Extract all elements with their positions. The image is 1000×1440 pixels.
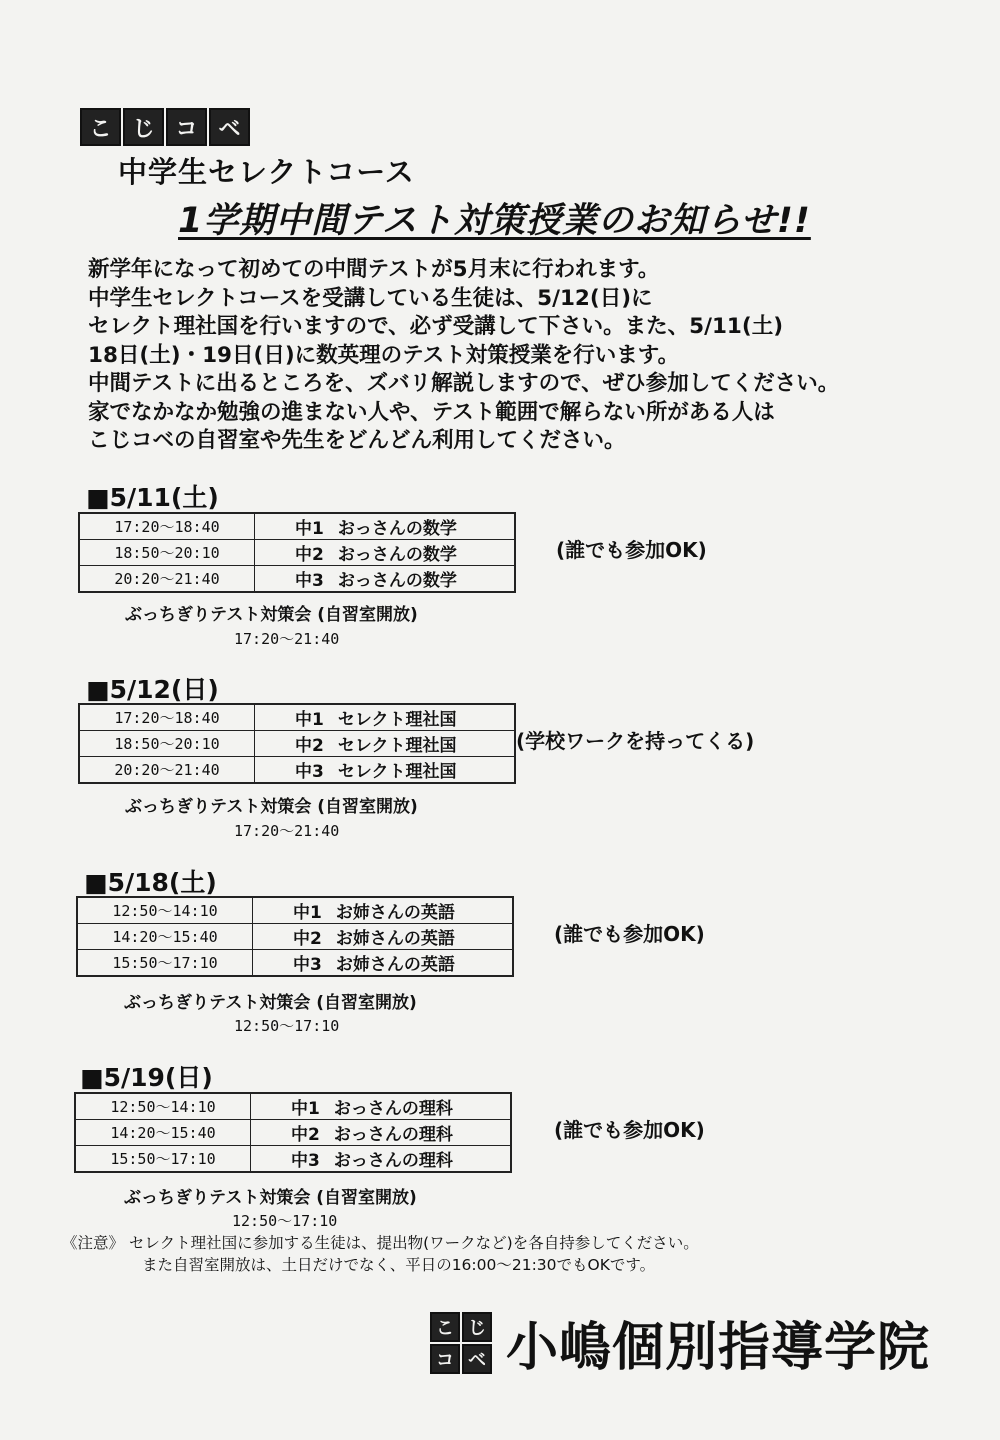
grade: 中2 — [295, 545, 324, 565]
table-row — [79, 757, 515, 784]
class-cell — [251, 1093, 512, 1120]
day-heading: ■5/11(土) — [86, 483, 219, 512]
time-cell: 15:50〜17:10 — [77, 950, 253, 977]
grade: 中3 — [291, 1151, 320, 1171]
class-cell — [251, 1120, 512, 1146]
kojikobe-logo — [430, 1312, 492, 1374]
time-cell: 12:50〜14:10 — [77, 897, 253, 924]
school-name: 小嶋個別指導学院 — [506, 1318, 931, 1378]
day-heading: ■5/19(日) — [80, 1063, 213, 1092]
table-row — [75, 1120, 511, 1146]
grade: 中1 — [291, 1099, 320, 1119]
grade: 中2 — [293, 929, 322, 949]
schedule-table — [78, 512, 516, 593]
study-room-open-label: ぶっちぎりテスト対策会 (自習室開放) — [124, 1188, 417, 1208]
subject: セレクト理社国 — [337, 710, 457, 730]
caution-note — [62, 1232, 699, 1276]
class-cell — [255, 704, 516, 731]
table-row — [77, 950, 513, 977]
study-room-open-label: ぶっちぎりテスト対策会 (自習室開放) — [125, 605, 418, 625]
class-cell — [253, 924, 514, 950]
time-cell: 12:50〜14:10 — [75, 1093, 251, 1120]
intro-line: セレクト理社国を行いますので、必ず受講して下さい。また、5/11(土) — [88, 314, 784, 339]
schedule-table — [74, 1092, 512, 1173]
participation-note: (誰でも参加OK) — [554, 1118, 705, 1142]
subject: お姉さんの英語 — [335, 955, 455, 975]
study-room-open-time: 12:50〜17:10 — [232, 1212, 338, 1230]
grade: 中3 — [295, 762, 324, 782]
subject: おっさんの理科 — [333, 1151, 453, 1171]
page-title: 1学期中間テスト対策授業のお知らせ!! — [178, 201, 811, 241]
grade: 中3 — [293, 955, 322, 975]
table-row — [79, 513, 515, 540]
intro-line: 中間テストに出るところを、ズバリ解説しますので、ぜひ参加してください。 — [88, 371, 840, 396]
table-row — [77, 924, 513, 950]
grade: 中2 — [291, 1125, 320, 1145]
subject: セレクト理社国 — [337, 736, 457, 756]
study-room-open-time: 12:50〜17:10 — [234, 1017, 340, 1035]
intro-paragraph — [88, 256, 928, 456]
day-heading: ■5/18(土) — [84, 868, 217, 897]
logo-char: コ — [430, 1344, 460, 1374]
school-logo — [430, 1305, 930, 1380]
day-heading: ■5/12(日) — [86, 675, 219, 704]
logo-char: こ — [430, 1312, 460, 1342]
class-cell — [255, 757, 516, 784]
intro-line: こじコベの自習室や先生をどんどん利用してください。 — [88, 428, 626, 453]
participation-note: (誰でも参加OK) — [554, 922, 705, 946]
course-title: 中学生セレクトコース — [118, 155, 415, 189]
study-room-open-label: ぶっちぎりテスト対策会 (自習室開放) — [124, 993, 417, 1013]
class-cell — [253, 950, 514, 977]
subject: おっさんの理科 — [333, 1099, 453, 1119]
subject: おっさんの数学 — [337, 571, 457, 591]
table-row — [79, 704, 515, 731]
kojikobe-logo-small — [80, 108, 250, 146]
grade: 中1 — [295, 710, 324, 730]
time-cell: 17:20〜18:40 — [79, 513, 255, 540]
time-cell: 18:50〜20:10 — [79, 731, 255, 757]
time-cell: 20:20〜21:40 — [79, 566, 255, 593]
table-row — [75, 1093, 511, 1120]
time-cell: 17:20〜18:40 — [79, 704, 255, 731]
subject: お姉さんの英語 — [335, 929, 455, 949]
subject: セレクト理社国 — [337, 762, 457, 782]
table-row — [75, 1146, 511, 1173]
table-row — [79, 566, 515, 593]
subject: お姉さんの英語 — [335, 903, 455, 923]
logo-char: ベ — [209, 108, 250, 146]
time-cell: 20:20〜21:40 — [79, 757, 255, 784]
logo-char: じ — [123, 108, 164, 146]
table-row — [79, 540, 515, 566]
intro-line: 中学生セレクトコースを受講している生徒は、5/12(日)に — [88, 285, 653, 311]
logo-char: こ — [80, 108, 121, 146]
study-room-open-time: 17:20〜21:40 — [234, 822, 340, 840]
study-room-open-time: 17:20〜21:40 — [234, 630, 340, 648]
logo-char: ベ — [462, 1344, 492, 1374]
intro-line: 新学年になって初めての中間テストが5月末に行われます。 — [88, 257, 660, 282]
grade: 中1 — [295, 519, 324, 539]
caution-line: また自習室開放は、土日だけでなく、平日の16:00〜21:30でもOKです。 — [142, 1256, 656, 1274]
subject: おっさんの数学 — [337, 519, 457, 539]
time-cell: 15:50〜17:10 — [75, 1146, 251, 1173]
table-row — [79, 731, 515, 757]
intro-line: 家でなかなか勉強の進まない人や、テスト範囲で解らない所がある人は — [88, 399, 775, 425]
intro-line: 18日(土)・19日(日)に数英理のテスト対策授業を行います。 — [88, 342, 680, 368]
table-row — [77, 897, 513, 924]
study-room-open-label: ぶっちぎりテスト対策会 (自習室開放) — [125, 797, 418, 817]
subject: おっさんの理科 — [333, 1125, 453, 1145]
time-cell: 18:50〜20:10 — [79, 540, 255, 566]
subject: おっさんの数学 — [337, 545, 457, 565]
caution-line: 《注意》 セレクト理社国に参加する生徒は、提出物(ワークなど)を各自持参してください。 — [62, 1234, 699, 1252]
class-cell — [255, 513, 516, 540]
time-cell: 14:20〜15:40 — [75, 1120, 251, 1146]
class-cell — [251, 1146, 512, 1173]
schedule-table — [76, 896, 514, 977]
logo-char: じ — [462, 1312, 492, 1342]
grade: 中2 — [295, 736, 324, 756]
grade: 中1 — [293, 903, 322, 923]
time-cell: 14:20〜15:40 — [77, 924, 253, 950]
class-cell — [253, 897, 514, 924]
class-cell — [255, 731, 516, 757]
class-cell — [255, 566, 516, 593]
class-cell — [255, 540, 516, 566]
grade: 中3 — [295, 571, 324, 591]
schedule-table — [78, 703, 516, 784]
participation-note: (誰でも参加OK) — [556, 538, 707, 562]
participation-note: (学校ワークを持ってくる) — [516, 729, 755, 753]
logo-char: コ — [166, 108, 207, 146]
